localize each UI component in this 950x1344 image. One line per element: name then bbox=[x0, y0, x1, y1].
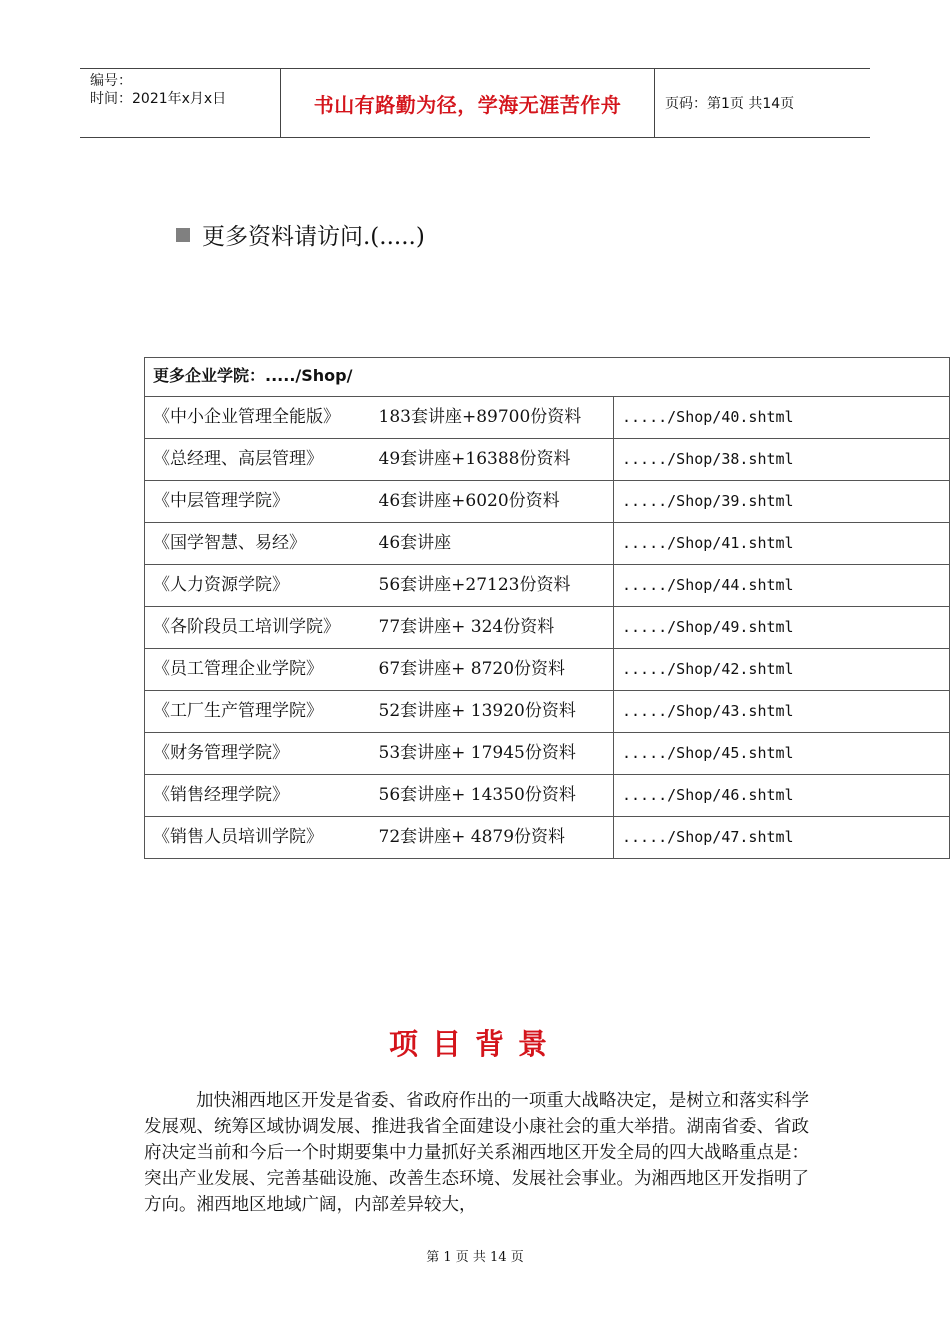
course-name: 《中小企业管理全能版》 bbox=[145, 397, 371, 439]
course-count: 53套讲座+ 17945份资料 bbox=[371, 733, 614, 775]
course-name: 《中层管理学院》 bbox=[145, 481, 371, 523]
table-row bbox=[145, 775, 950, 817]
body-paragraph bbox=[144, 1088, 809, 1218]
table-row bbox=[145, 691, 950, 733]
course-name: 《总经理、高层管理》 bbox=[145, 439, 371, 481]
course-name: 《工厂生产管理学院》 bbox=[145, 691, 371, 733]
course-url: ...../Shop/42.shtml bbox=[614, 649, 950, 691]
table-row bbox=[145, 397, 950, 439]
course-url: ...../Shop/41.shtml bbox=[614, 523, 950, 565]
course-url: ...../Shop/44.shtml bbox=[614, 565, 950, 607]
table-title: 更多企业学院：...../Shop/ bbox=[145, 358, 950, 397]
serial-label: 编号： bbox=[90, 73, 132, 89]
course-count: 67套讲座+ 8720份资料 bbox=[371, 649, 614, 691]
more-info-line bbox=[176, 218, 425, 251]
table-row bbox=[145, 733, 950, 775]
body-paragraph-text: 加快湘西地区开发是省委、省政府作出的一项重大战略决定，是树立和落实科学发展观、统筹区域协调发展、推进我省全面建设小康社会的重大举措。湖南省委、省政府决定当前和今后一个时期要集中力量抓好关系湘西地区开发全局的四大战略重点是：突出产业发展、完善基础设施、改善生态环境、发展社会事业。为湘西地区开发指明了方向。湘西地区地域广阔，内部差异较大， bbox=[144, 1091, 809, 1215]
table-row bbox=[145, 481, 950, 523]
table-row bbox=[145, 817, 950, 859]
table-row bbox=[145, 649, 950, 691]
more-info-text: 更多资料请访问.(.....) bbox=[202, 224, 425, 250]
course-name: 《人力资源学院》 bbox=[145, 565, 371, 607]
table-title-row bbox=[145, 358, 950, 397]
course-url: ...../Shop/45.shtml bbox=[614, 733, 950, 775]
course-count: 52套讲座+ 13920份资料 bbox=[371, 691, 614, 733]
course-count: 77套讲座+ 324份资料 bbox=[371, 607, 614, 649]
course-count: 56套讲座+ 14350份资料 bbox=[371, 775, 614, 817]
header-motto: 书山有路勤为径，学海无涯苦作舟 bbox=[281, 69, 655, 137]
table-row bbox=[145, 523, 950, 565]
course-count: 49套讲座+16388份资料 bbox=[371, 439, 614, 481]
page-header bbox=[80, 68, 870, 138]
course-name: 《国学智慧、易经》 bbox=[145, 523, 371, 565]
course-url: ...../Shop/39.shtml bbox=[614, 481, 950, 523]
course-name: 《销售经理学院》 bbox=[145, 775, 371, 817]
course-url: ...../Shop/38.shtml bbox=[614, 439, 950, 481]
course-url: ...../Shop/49.shtml bbox=[614, 607, 950, 649]
course-count: 183套讲座+89700份资料 bbox=[371, 397, 614, 439]
section-title: 项目背景 bbox=[388, 1027, 561, 1061]
time-label: 时间：2021年x月x日 bbox=[90, 91, 227, 107]
course-count: 46套讲座 bbox=[371, 523, 614, 565]
header-meta bbox=[80, 69, 281, 137]
course-count: 56套讲座+27123份资料 bbox=[371, 565, 614, 607]
shop-table bbox=[144, 357, 950, 859]
course-name: 《财务管理学院》 bbox=[145, 733, 371, 775]
course-name: 《员工管理企业学院》 bbox=[145, 649, 371, 691]
course-url: ...../Shop/46.shtml bbox=[614, 775, 950, 817]
table-row bbox=[145, 607, 950, 649]
course-name: 《销售人员培训学院》 bbox=[145, 817, 371, 859]
page-footer: 第 1 页 共 14 页 bbox=[426, 1250, 524, 1265]
course-count: 72套讲座+ 4879份资料 bbox=[371, 817, 614, 859]
course-name: 《各阶段员工培训学院》 bbox=[145, 607, 371, 649]
course-count: 46套讲座+6020份资料 bbox=[371, 481, 614, 523]
course-url: ...../Shop/40.shtml bbox=[614, 397, 950, 439]
square-bullet-icon bbox=[176, 228, 190, 242]
course-url: ...../Shop/43.shtml bbox=[614, 691, 950, 733]
table-row bbox=[145, 439, 950, 481]
table-row bbox=[145, 565, 950, 607]
course-url: ...../Shop/47.shtml bbox=[614, 817, 950, 859]
header-page-info: 页码：第1页 共14页 bbox=[665, 96, 795, 112]
